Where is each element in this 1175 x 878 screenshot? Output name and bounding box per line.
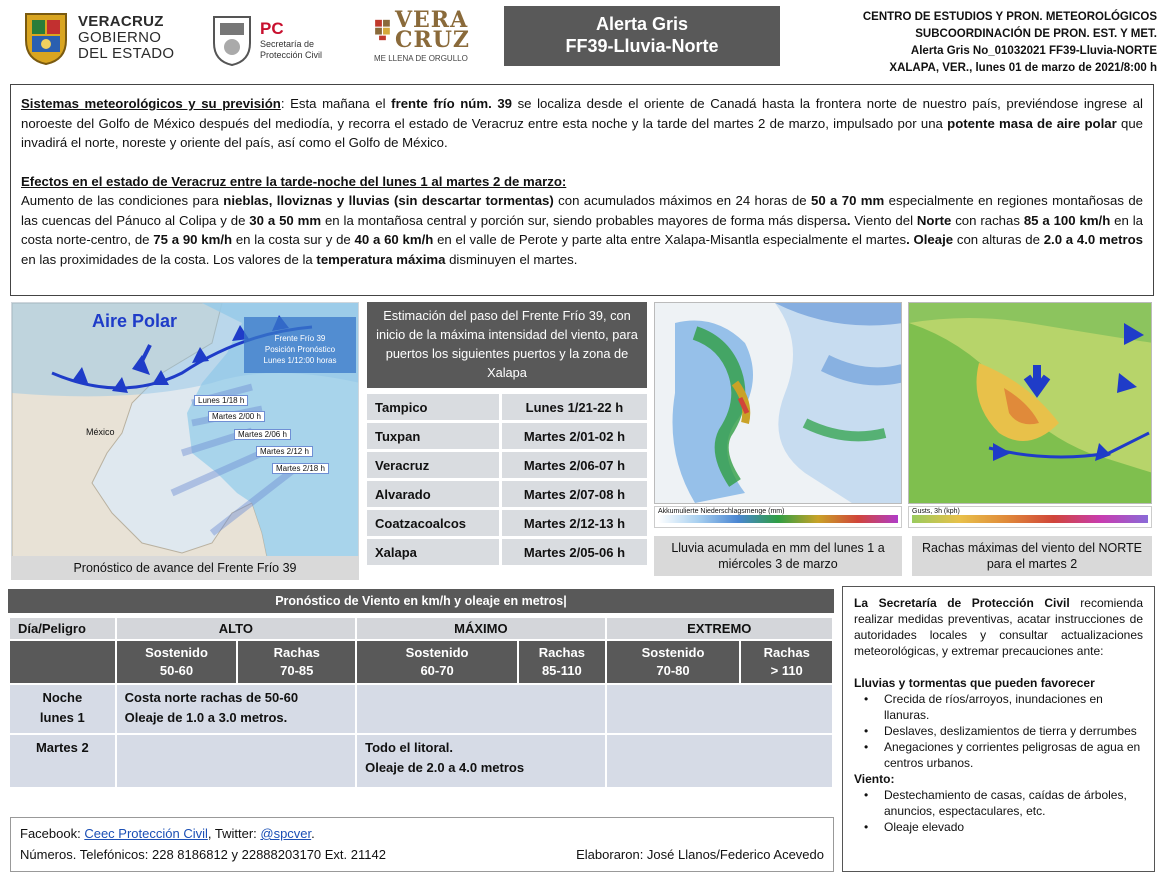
state-shield-icon <box>22 10 70 66</box>
rain-risk-list <box>854 691 1143 771</box>
row-day: Noche lunes 1 <box>10 685 115 733</box>
sub-header-cell: Rachas > 110 <box>741 641 832 683</box>
sub-header-cell: Rachas 70-85 <box>238 641 355 683</box>
sub-header-cell: Sostenido 70-80 <box>607 641 740 683</box>
alert-title: Alerta Gris <box>595 14 689 34</box>
port-time: Lunes 1/21-22 h <box>499 394 647 420</box>
front-legend <box>248 333 352 366</box>
port-name: Coatzacoalcos <box>367 510 499 536</box>
front-legend-1: Frente Frío 39 <box>274 334 326 343</box>
front-forecast-map <box>11 302 359 580</box>
issuer-block <box>817 9 1157 77</box>
gust-scale <box>908 506 1152 528</box>
authors: Elaboraron: José Llanos/Federico Acevedo <box>576 847 824 862</box>
table-row <box>10 685 832 733</box>
contact-footer <box>10 817 834 872</box>
front-legend-2: Posición Pronóstico <box>264 345 336 354</box>
port-name: Veracruz <box>367 452 499 478</box>
front-time-label: Martes 2/18 h <box>272 463 329 474</box>
brand-word-1: VERA <box>394 10 469 33</box>
port-time: Martes 2/12-13 h <box>499 510 647 536</box>
twitter-link[interactable]: @spcver <box>260 826 312 841</box>
day-column-header: Día/Peligro <box>10 618 115 639</box>
wind-level-header <box>10 618 832 639</box>
front-time-label: Martes 2/00 h <box>208 411 265 422</box>
wind-sub-header <box>10 641 832 683</box>
wind-forecast-table <box>8 616 834 789</box>
table-row <box>367 394 647 420</box>
rain-heading: Lluvias y tormentas que pueden favorecer <box>854 676 1095 690</box>
systems-paragraph: Sistemas meteorológicos y su previsión: Esta mañana el frente frío núm. 39 se localiza desde el oriente de Canadá hasta la frontera norte de nuestro país, previéndose ingrese al noroeste del Golfo de México después del mediodía, y recorra el estado de Veracruz entre esta noche y la tarde del martes 2 de marzo, impulsado por una potente masa de aire polar que invadirá el norte, noreste y oriente del país, así como el Golfo de México. <box>21 96 1143 150</box>
sub-header-cell: Rachas 85-110 <box>519 641 605 683</box>
empty-cell <box>357 685 605 733</box>
rainfall-map <box>654 302 902 504</box>
table-row <box>367 452 647 478</box>
table-row <box>367 423 647 449</box>
proteccion-civil-logo <box>210 12 340 68</box>
facebook-link[interactable]: Ceec Protección Civil <box>84 826 208 841</box>
front-time-label: Martes 2/06 h <box>234 429 291 440</box>
port-time: Martes 2/05-06 h <box>499 539 647 565</box>
veracruz-logo-text: VERACRUZ GOBIERNO DEL ESTADO <box>78 13 175 62</box>
port-name: Tuxpan <box>367 423 499 449</box>
sub-header-cell: Sostenido 60-70 <box>357 641 517 683</box>
alto-condition: Costa norte rachas de 50-60 Oleaje de 1.0 a 3.0 metros. <box>117 685 355 733</box>
brand-tagline: ME LLENA DE ORGULLO <box>374 54 468 63</box>
port-times-table <box>367 391 647 568</box>
front-map-caption: Pronóstico de avance del Frente Frío 39 <box>11 556 359 580</box>
front-time-label: Lunes 1/18 h <box>194 395 248 406</box>
issue-date: XALAPA, VER., lunes 01 de marzo de 2021/8:00 h <box>889 62 1157 74</box>
country-label: México <box>86 427 115 437</box>
list-item: • Anegaciones y corrientes peligrosas de agua en centros urbanos. <box>854 739 1143 771</box>
list-item: • Crecida de ríos/arroyos, inundaciones en llanuras. <box>854 691 1143 723</box>
social-line: Facebook: Ceec Protección Civil, Twitter: @spcver. <box>20 826 315 841</box>
recommendations-intro: La Secretaría de Protección Civil recomienda realizar medidas preventivas, acatar instrucciones de autoridades locales y consultar actualizaciones meteorológicas, y extremar precauciones ante: <box>854 596 1143 658</box>
empty-cell <box>607 685 832 733</box>
port-time: Martes 2/06-07 h <box>499 452 647 478</box>
phone-numbers: Números. Telefónicos: 228 8186812 y 22888203170 Ext. 21142 <box>20 847 386 862</box>
pc-logo-sub2: Protección Civil <box>260 50 323 60</box>
list-item: • Destechamiento de casas, caídas de árboles, anuncios, espectaculares, etc. <box>854 787 1143 819</box>
contact-line <box>20 844 824 865</box>
alert-number: Alerta Gris No_01032021 FF39-Lluvia-NORTE <box>910 45 1157 57</box>
effects-paragraph: Efectos en el estado de Veracruz entre la tarde-noche del lunes 1 al martes 2 de marzo: Aumento de las condiciones para nieblas, lloviznas y lluvias (sin descartar tormentas) con acumulados máximos en 24 horas de 50 a 70 mm especialmente en regiones montañosas de las cuencas del Pánuco al Colipa y de 30 a 50 mm en la montañosa central y porción sur, siendo probables mayores de forma más dispersa. Viento del Norte con rachas 85 a 100 km/h en la costa norte-centro, de 75 a 90 km/h en la costa sur y de 40 a 60 km/h en el valle de Perote y parte alta entre Xalapa-Misantla especialmente el martes. Oleaje con alturas de 2.0 a 4.0 metros en las proximidades de la costa. Los valores de la temperatura máxima disminuyen el martes. <box>21 173 1143 267</box>
meteorological-summary <box>10 84 1154 296</box>
list-item: • Deslaves, deslizamientos de tierra y derrumbes <box>854 723 1143 739</box>
gust-color-bar <box>912 515 1148 523</box>
front-time-label: Martes 2/12 h <box>256 446 313 457</box>
table-row <box>367 510 647 536</box>
pc-logo-title: PC <box>260 19 284 38</box>
table-row <box>367 481 647 507</box>
maximo-condition: Todo el litoral. Oleaje de 2.0 a 4.0 metros <box>357 735 605 787</box>
polar-air-label: Aire Polar <box>92 311 178 331</box>
gust-scale-label: Gusts, 3h (kph) <box>912 508 960 515</box>
front-legend-3: Lunes 1/12:00 horas <box>263 356 337 365</box>
alert-code: FF39-Lluvia-Norte <box>565 36 719 56</box>
brand-word-2: CRUZ <box>394 27 470 53</box>
port-name: Alvarado <box>367 481 499 507</box>
rainfall-scale <box>654 506 902 528</box>
pc-shield-icon <box>210 13 254 67</box>
veracruz-brand-logo <box>374 10 470 70</box>
gust-map-graphic <box>909 303 1152 504</box>
recommendations-box <box>842 586 1155 872</box>
issuer-subcoordination: SUBCOORDINACIÓN DE PRON. EST. Y MET. <box>915 28 1157 40</box>
table-row <box>10 735 832 787</box>
empty-cell <box>117 735 355 787</box>
issuer-center: CENTRO DE ESTUDIOS Y PRON. METEOROLÓGICOS <box>862 11 1157 23</box>
wind-gust-map <box>908 302 1152 504</box>
level-maximo: MÁXIMO <box>357 618 605 639</box>
level-alto: ALTO <box>117 618 355 639</box>
port-name: Tampico <box>367 394 499 420</box>
rainfall-caption: Lluvia acumulada en mm del lunes 1 a miércoles 3 de marzo <box>654 536 902 576</box>
level-extremo: EXTREMO <box>607 618 832 639</box>
row-day: Martes 2 <box>10 735 115 787</box>
empty-cell <box>607 735 832 787</box>
rainfall-map-graphic <box>655 303 902 504</box>
front-passage-heading: Estimación del paso del Frente Frío 39, con inicio de la máxima intensidad del viento, para puertos los siguientes puertos y la zona de Xalapa <box>367 302 647 388</box>
port-name: Xalapa <box>367 539 499 565</box>
rainfall-scale-label: Akkumulierte Niederschlagsmenge (mm) <box>658 508 785 515</box>
sub-header-cell: Sostenido 50-60 <box>117 641 237 683</box>
table-row <box>367 539 647 565</box>
gust-caption: Rachas máximas del viento del NORTE para el martes 2 <box>912 536 1152 576</box>
pc-logo-sub1: Secretaría de <box>260 39 315 49</box>
port-time: Martes 2/01-02 h <box>499 423 647 449</box>
brand-pattern-icon <box>374 10 391 50</box>
wind-heading: Viento: <box>854 772 895 786</box>
rainfall-color-bar <box>658 515 898 523</box>
port-time: Martes 2/07-08 h <box>499 481 647 507</box>
empty-cell <box>10 641 115 683</box>
wind-forecast-title: Pronóstico de Viento en km/h y oleaje en metros| <box>8 589 834 613</box>
wind-risk-list <box>854 787 1143 835</box>
veracruz-government-logo <box>22 8 192 68</box>
list-item: • Oleaje elevado <box>854 819 1143 835</box>
alert-title-box <box>504 6 780 66</box>
